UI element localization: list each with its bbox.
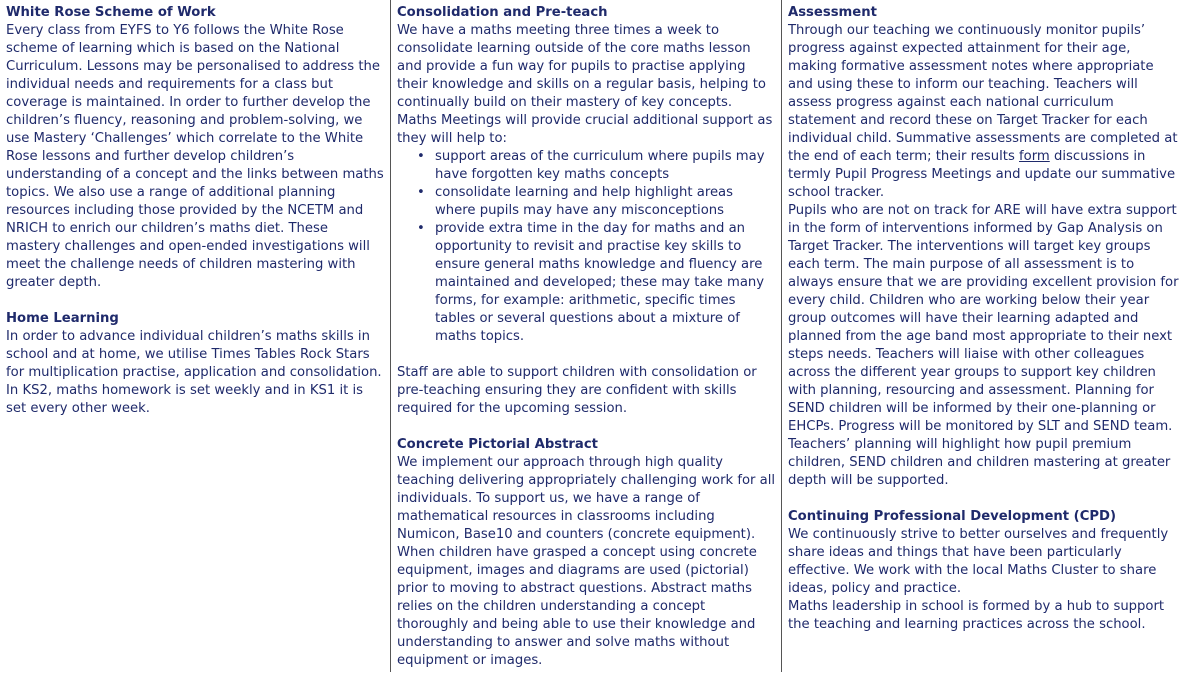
- assessment-paragraph-1: [788, 22, 1181, 202]
- underlined-word: form: [1019, 149, 1050, 164]
- cpa-section: [397, 436, 777, 670]
- cpd-paragraph-2: Maths leadership in school is formed by a hub to support the teaching and learning practices across the school.: [788, 599, 1165, 632]
- spacer: [397, 418, 777, 436]
- column-left: [0, 0, 390, 685]
- white-rose-section: [6, 4, 384, 292]
- assessment-paragraph-2: Pupils who are not on track for ARE will have extra support in the form of interventions informed by Gap Analysis on Target Tracker. The interventions will target key groups each term. The main purpose of all assessment is to always ensure that we are providing excellent provision for every child. Children who are working below their year group outcomes will have their learning adapted and planned from the age band most appropriate to their next steps needs. Teachers will liaise with other colleagues across the different year groups to support key children with planning, resourcing and assessment. Planning for SEND children will be informed by their one-planning or EHCPs. Progress will be monitored by SLT and SEND team.: [788, 203, 1179, 434]
- spacer: [397, 346, 777, 364]
- assessment-heading: Assessment: [788, 5, 877, 20]
- assessment-text: discussions in termly Pupil Progress Meetings and update our summative school tracker.: [788, 149, 1176, 200]
- maths-meetings-list: [397, 148, 777, 346]
- home-learning-section: [6, 310, 384, 418]
- cpd-heading: Continuing Professional Development (CPD): [788, 509, 1117, 524]
- cpa-heading: Concrete Pictorial Abstract: [397, 437, 598, 452]
- list-item: • support areas of the curriculum where pupils may have forgotten key maths concepts: [435, 148, 777, 184]
- spacer: [788, 490, 1181, 508]
- white-rose-body: Every class from EYFS to Y6 follows the White Rose scheme of learning which is based on the National Curriculum. Lessons may be personalised to address the individual needs and requirements for a class but coverage is maintained. In order to further develop the children’s fluency, reasoning and problem-solving, we use Mastery ‘Challenges’ which correlate to the White Rose lessons and further develop children’s understanding of a concept and the links between maths topics. We also use a range of additional planning resources including those provided by the NCETM and NRICH to enrich our children’s maths diet. These mastery challenges and open-ended investigations will meet the challenge needs of children mastering with greater depth.: [6, 23, 384, 290]
- staff-support-text: Staff are able to support children with consolidation or pre-teaching ensuring they are confident with skills required for the upcoming session.: [397, 365, 757, 416]
- home-learning-heading: Home Learning: [6, 311, 119, 326]
- column-middle: [391, 0, 781, 685]
- maths-meetings-intro: Maths Meetings will provide crucial additional support as they will help to:: [397, 113, 773, 146]
- consolidation-section: [397, 4, 777, 418]
- assessment-section: [788, 4, 1181, 490]
- assessment-text: Through our teaching we continuously monitor pupils’ progress against expected attainment for their age, making formative assessment notes where appropriate and using these to inform our teaching. Teachers will assess progress against each national curriculum statement and record these on Target Tracker for each individual child. Summative assessments are completed at the end of each term; their results: [788, 23, 1178, 164]
- spacer: [6, 292, 384, 310]
- cpd-section: [788, 508, 1181, 634]
- white-rose-heading: White Rose Scheme of Work: [6, 5, 216, 20]
- cpd-paragraph-1: We continuously strive to better ourselves and frequently share ideas and things that have been particularly effective. We work with the local Maths Cluster to share ideas, policy and practice.: [788, 527, 1169, 596]
- consolidation-intro: We have a maths meeting three times a week to consolidate learning outside of the core maths lesson and provide a fun way for pupils to practise applying their knowledge and skills on a regular basis, helping to continually build on their mastery of key concepts.: [397, 23, 766, 110]
- list-item: • provide extra time in the day for maths and an opportunity to revisit and practise key skills to ensure general maths knowledge and fluency are maintained and developed; these may take many forms, for example: arithmetic, specific times tables or several questions about a mixture of maths topics.: [435, 220, 777, 346]
- home-learning-body: In order to advance individual children’s maths skills in school and at home, we utilise Times Tables Rock Stars for multiplication practise, application and consolidation. In KS2, maths homework is set weekly and in KS1 it is set every other week.: [6, 329, 382, 416]
- cpa-body: We implement our approach through high quality teaching delivering appropriately challenging work for all individuals. To support us, we have a range of mathematical resources in classrooms including Numicon, Base10 and counters (concrete equipment). When children have grasped a concept using concrete equipment, images and diagrams are used (pictorial) prior to moving to abstract questions. Abstract maths relies on the children understanding a concept thoroughly and being able to use their knowledge and understanding to answer and solve maths without equipment or images.: [397, 455, 776, 668]
- assessment-paragraph-3: Teachers’ planning will highlight how pupil premium children, SEND children and children mastering at greater depth will be supported.: [788, 437, 1171, 488]
- list-item: • consolidate learning and help highlight areas where pupils may have any misconceptions: [435, 184, 777, 220]
- consolidation-heading: Consolidation and Pre-teach: [397, 5, 608, 20]
- column-right: [782, 0, 1183, 685]
